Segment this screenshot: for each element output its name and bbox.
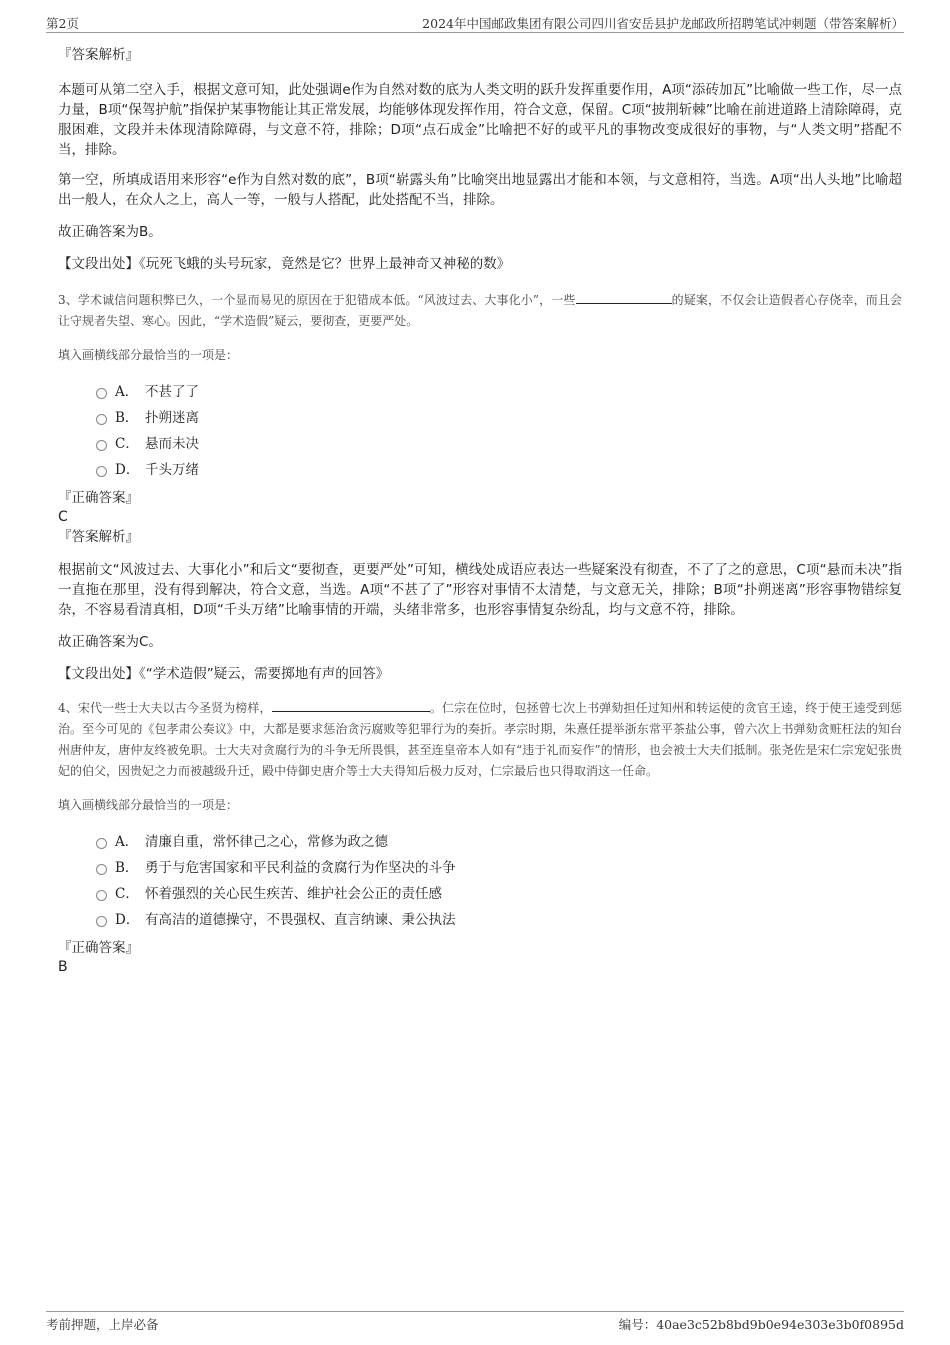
question-stem: 4、宋代一些士大夫以古今圣贤为榜样， 。仁宗在位时，包拯曾七次上书弹劾担任过知州和转运使的贪官王逵，终于使王逵受到惩治。至今可见的《包孝肃公奏议》中，大都是要求惩治贪污腐败等犯罪行为的奏折。孝宗时期，朱熹任提举浙东常平茶盐公事，曾六次上书弹劾贪赃枉法的知台州唐仲友，唐仲友终被免职。士大夫对贪腐行为的斗争无所畏惧，甚至连皇帝本人如有“违于礼而妄作”的情形，也会被士大夫们抵制。张尧佐是宋仁宗宠妃张贵妃的伯父，因贵妃之力而被越级升迁，殿中侍御史唐介等士大夫得知后极力反对，仁宗最后也只得取消这一任命。: [58, 701, 902, 778]
radio-icon[interactable]: [96, 388, 107, 399]
analysis-label: 『答案解析』: [58, 529, 139, 545]
correct-answer-label: 『正确答案』: [58, 940, 139, 956]
radio-icon[interactable]: [96, 916, 107, 927]
question-2-analysis: [58, 46, 902, 274]
option-a[interactable]: A． 不甚了了: [96, 379, 902, 405]
radio-icon[interactable]: [96, 440, 107, 451]
page-footer: [46, 1311, 904, 1332]
correct-answer-label: 『正确答案』: [58, 490, 139, 506]
radio-icon[interactable]: [96, 864, 107, 875]
option-c[interactable]: C． 怀着强烈的关心民生疾苦、维护社会公正的责任感: [96, 881, 902, 907]
passage-source: 【文段出处】《玩死飞蛾的头号玩家，竟然是它？世界上最神奇又神秘的数》: [58, 256, 511, 272]
radio-icon[interactable]: [96, 414, 107, 425]
page-header: [46, 14, 904, 33]
footer-note: 考前押题，上岸必备: [46, 1317, 159, 1332]
option-list: [58, 829, 902, 933]
question-stem: 3、学术诚信问题积弊已久，一个显而易见的原因在于犯错成本低。“风波过去、大事化小”，一些 的疑案，不仅会让造假者心存侥幸，而且会让守规者失望、寒心。因此，“学术造假”疑云，要彻查，更要严处。: [58, 293, 902, 328]
radio-icon[interactable]: [96, 890, 107, 901]
question-prompt: 填入画横线部分最恰当的一项是：: [58, 798, 239, 812]
question-4: [58, 698, 902, 976]
page-content: [58, 46, 902, 976]
option-b[interactable]: B． 勇于与危害国家和平民利益的贪腐行为作坚决的斗争: [96, 855, 902, 881]
answer-conclusion: 故正确答案为C。: [58, 634, 162, 650]
option-c[interactable]: C． 悬而未决: [96, 431, 902, 457]
option-b[interactable]: B． 扑朔迷离: [96, 405, 902, 431]
radio-icon[interactable]: [96, 838, 107, 849]
answer-conclusion: 故正确答案为B。: [58, 224, 162, 240]
question-3: [58, 290, 902, 684]
analysis-paragraph: 第一空，所填成语用来形容“e作为自然对数的底”，B项“崭露头角”比喻突出地显露出才能和本领，与文意相符，当选。A项“出人头地”比喻超出一般人，在众人之上，高人一等，一般与人搭配，此处搭配不当，排除。: [58, 172, 902, 208]
option-list: [58, 379, 902, 483]
option-a[interactable]: A． 清廉自重，常怀律己之心，常修为政之德: [96, 829, 902, 855]
analysis-label: 『答案解析』: [58, 47, 139, 63]
document-serial: 编号：40ae3c52b8bd9b0e94e303e3b0f0895d: [618, 1317, 904, 1332]
option-d[interactable]: D． 千头万绪: [96, 457, 902, 483]
document-title: 2024年中国邮政集团有限公司四川省安岳县护龙邮政所招聘笔试冲刺题（带答案解析）: [422, 16, 904, 31]
correct-answer: C: [58, 509, 68, 525]
radio-icon[interactable]: [96, 466, 107, 477]
page-number: 第2页: [46, 16, 79, 31]
fill-blank: [576, 291, 672, 304]
option-d[interactable]: D． 有高洁的道德操守，不畏强权、直言纳谏、秉公执法: [96, 907, 902, 933]
passage-source: 【文段出处】《“学术造假”疑云，需要掷地有声的回答》: [58, 666, 390, 682]
analysis-paragraph: 根据前文“风波过去、大事化小”和后文“要彻查，更要严处”可知，横线处成语应表达一些疑案没有彻查，不了了之的意思，C项“悬而未决”指一直拖在那里，没有得到解决，符合文意，当选。A项“不甚了了”形容对事情不太清楚，与文意无关，排除；B项“扑朔迷离”形容事物错综复杂，不容易看清真相，D项“千头万绪”比喻事情的开端，头绪非常多，也形容事情复杂纷乱，均与文意不符，排除。: [58, 562, 902, 618]
correct-answer: B: [58, 959, 68, 975]
question-prompt: 填入画横线部分最恰当的一项是：: [58, 348, 239, 362]
fill-blank: [272, 699, 430, 712]
analysis-paragraph: 本题可从第二空入手，根据文意可知，此处强调e作为自然对数的底为人类文明的跃升发挥重要作用，A项“添砖加瓦”比喻做一些工作，尽一点力量，B项“保驾护航”指保护某事物能让其正常发展，均能够体现发挥作用，符合文意，保留。C项“披荆斩棘”比喻在前进道路上清除障碍，克服困难，文段并未体现清除障碍，与文意不符，排除；D项“点石成金”比喻把不好的或平凡的事物改变成很好的事物，与“人类文明”搭配不当，排除。: [58, 82, 902, 158]
